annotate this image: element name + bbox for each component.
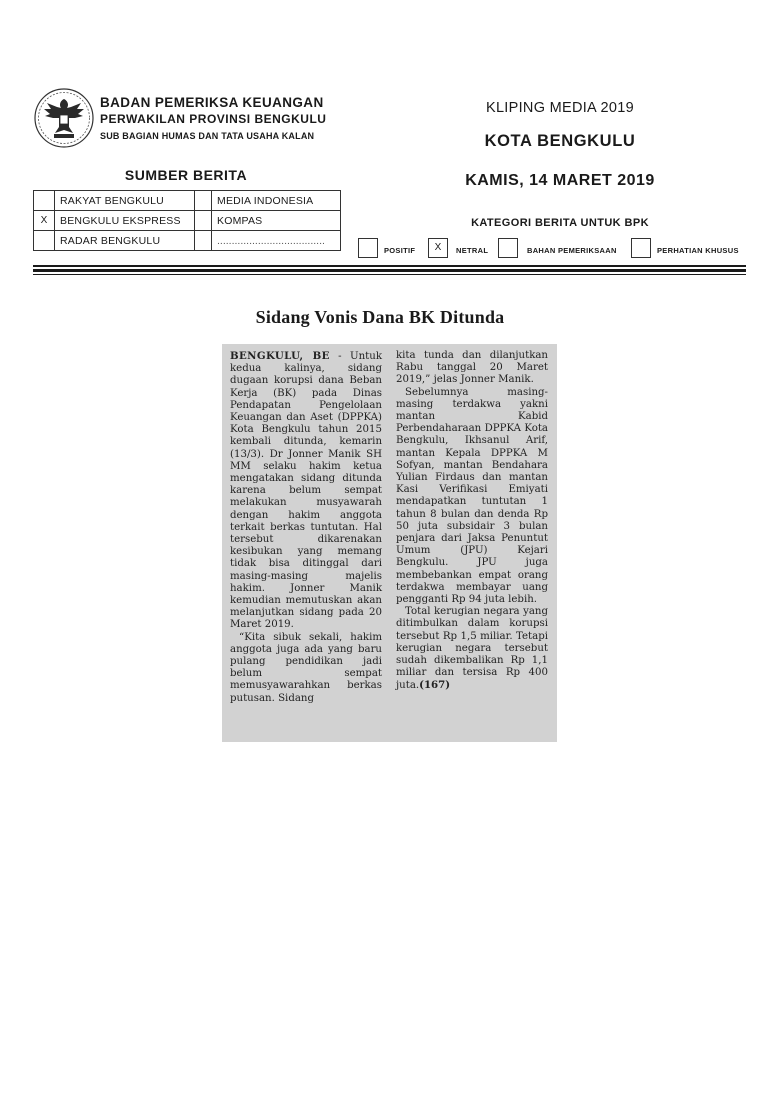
divider-rule [33, 269, 746, 272]
source-other-field[interactable]: ..................................... [212, 231, 341, 251]
article-paragraph: Sebelumnya masing-masing terdakwa yakni mantan Kabid Perbendaharaan DPPKA Kota Bengkulu, Ikhsanul Arif, mantan Kepala DPPKA M Sofyan, mantan Bendahara Yulian Firdaus dan mantan Kasi Verifikasi Emiyati mendapatkan tuntutan 1 tahun 8 bulan dan denda Rp 50 juta subsidair 3 bulan penjara dari Jaksa Penuntut Umum (JPU) Kejari Bengkulu. JPU juga membebankan empat orang terdakwa membayar uang pengganti Rp 94 juta lebih. [396, 386, 548, 606]
source-checkbox[interactable] [34, 191, 55, 211]
article-paragraph: “Kita sibuk sekali, hakim anggota juga ada yang baru pulang pendidikan jadi belum sempat memusyawarahkan berkas putusan. Sidang [230, 631, 382, 704]
category-checkbox-netral[interactable]: X [428, 238, 448, 258]
article-column-left [230, 350, 382, 705]
source-checkbox[interactable] [195, 231, 212, 251]
city-title: KOTA BENGKULU [484, 132, 636, 150]
source-table [33, 190, 341, 251]
clip-date: KAMIS, 14 MARET 2019 [465, 172, 655, 189]
category-label-pemeriksaan: BAHAN PEMERIKSAAN [527, 246, 617, 255]
source-label: RADAR BENGKULU [55, 231, 195, 251]
source-row [34, 191, 341, 211]
source-label: RAKYAT BENGKULU [55, 191, 195, 211]
source-title: SUMBER BERITA [124, 167, 248, 183]
category-label-positif: POSITIF [384, 246, 416, 255]
kliping-title: KLIPING MEDIA 2019 [485, 100, 635, 116]
article-headline: Sidang Vonis Dana BK Ditunda [255, 307, 505, 327]
category-label-netral: NETRAL [456, 246, 489, 255]
article-column-right [396, 350, 548, 693]
org-subdivision: SUB BAGIAN HUMAS DAN TATA USAHA KALAN [100, 131, 315, 141]
article-paragraph: - Untuk kedua kalinya, sidang dugaan korupsi dana Beban Kerja (BK) pada Dinas Pendapatan Pengelolaan Keuangan dan Aset (DPPKA) Kota Bengkulu tahun 2015 kembali ditunda, kemarin (13/3). Dr Jonner Manik SH MM selaku hakim ketua mengatakan sidang ditunda karena belum sempat melakukan musyawarah dengan hakim anggota terkait berkas tuntutan. Hal tersebut dikarenakan kesibukan yang memang tidak bisa ditinggal dari masing-masing majelis hakim. Jonner Manik kemudian memutuskan akan melanjutkan sidang pada 20 Maret 2019. [230, 351, 382, 631]
category-label-khusus: PERHATIAN KHUSUS [657, 246, 739, 255]
source-checkbox[interactable] [195, 211, 212, 231]
divider-rule [33, 274, 746, 275]
category-title: KATEGORI BERITA UNTUK BPK [471, 217, 649, 229]
category-checkbox-pemeriksaan[interactable] [498, 238, 518, 258]
article-paragraph: Total kerugian negara yang ditimbulkan dalam korupsi tersebut Rp 1,5 miliar. Tetapi kerugian negara tersebut sudah dikembalikan Rp 1,1 miliar dan tersisa Rp 400 juta. [396, 606, 548, 692]
source-checkbox[interactable] [195, 191, 212, 211]
divider-rule [33, 265, 746, 267]
news-clipping [222, 344, 557, 742]
source-label: KOMPAS [212, 211, 341, 231]
source-row [34, 231, 341, 251]
source-label: MEDIA INDONESIA [212, 191, 341, 211]
article-dateline: BENGKULU, BE [230, 350, 330, 362]
source-checkbox[interactable] [34, 231, 55, 251]
org-name: BADAN PEMERIKSA KEUANGAN [100, 95, 324, 110]
garuda-emblem-logo [33, 87, 95, 149]
article-paragraph: kita tunda dan dilanjutkan Rabu tanggal 20 Maret 2019,” jelas Jonner Manik. [396, 350, 548, 386]
category-checkbox-khusus[interactable] [631, 238, 651, 258]
source-checkbox[interactable]: X [34, 211, 55, 231]
source-label: BENGKULU EKSPRESS [55, 211, 195, 231]
source-row [34, 211, 341, 231]
org-branch: PERWAKILAN PROVINSI BENGKULU [100, 112, 327, 126]
category-checkbox-positif[interactable] [358, 238, 378, 258]
reporter-code: (167) [419, 679, 451, 692]
